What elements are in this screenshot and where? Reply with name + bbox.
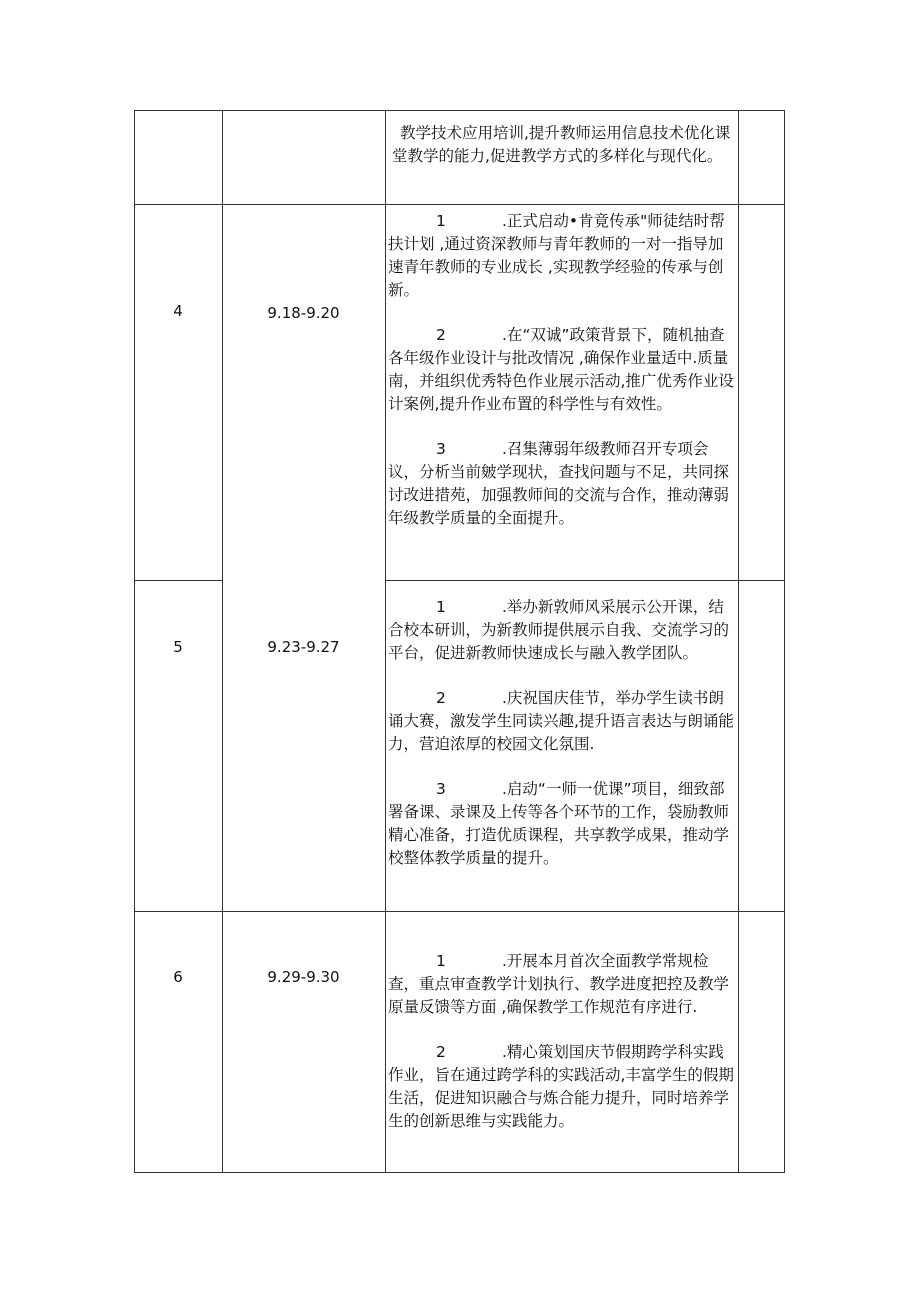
item-number: 1 [436, 952, 446, 970]
row-number: 5 [173, 638, 183, 656]
row-number: 6 [173, 968, 183, 986]
content-cell [388, 596, 736, 870]
column-divider [385, 110, 386, 1173]
row-number: 4 [173, 302, 183, 320]
row-divider [385, 580, 785, 581]
item-text: .精心策划国庆节假期跨学科实践作业，旨在通过跨学科的实践活动,丰富学生的假期生活，促进知识融合与炼合能力提升，同时培养学生的创新思维与实践能力。 [388, 1043, 734, 1130]
row-divider [134, 580, 222, 581]
list-item [388, 950, 736, 1019]
list-item [388, 438, 736, 530]
item-text: .举办新敦师风采展示公开课，结合校本研训，为新教师提供展示自我、交流学习的平台，促进新教师快速成长与融入教学团队。 [388, 598, 730, 662]
date-range: 9.29-9.30 [267, 968, 340, 986]
item-number: 3 [436, 780, 446, 798]
list-item [388, 596, 736, 665]
list-item [388, 778, 736, 870]
item-text: .开展本月首次全面教学常规检查，重点审查教学计划执行、教学进度把控及教学原量反馈等方面 ,确保教学工作规范有序进行. [388, 952, 730, 1016]
list-item [388, 210, 736, 302]
row-divider [134, 204, 785, 205]
content-cell [388, 210, 736, 530]
row-divider [134, 911, 785, 912]
list-item [388, 1041, 736, 1133]
item-number: 3 [436, 440, 446, 458]
content-cell [388, 950, 736, 1133]
table-border-top [134, 110, 785, 111]
table-border-right [784, 110, 785, 1173]
item-number: 2 [436, 1043, 446, 1061]
item-text: .正式启动•肯竟传承"师徒结时帮扶计划 ,通过资深教师与青年教师的一对一指导加速青年教师的专业成长 ,实现教学经验的传承与创新。 [388, 212, 725, 299]
item-number: 1 [436, 212, 446, 230]
item-text: .在“双诚”政策背景下，随机抽查各年级作业设计与批改情况 ,确保作业量适中.质量南，并组织优秀特色作业展示活动,推广优秀作业设计案例,提升作业布置的科学性与有效性。 [388, 326, 734, 413]
item-text: .庆祝国庆佳节，举办学生读书朗诵大赛，激发学生同读兴趣,提升语言表达与朗诵能力，营迫浓厚的校园文化氛围. [388, 689, 734, 753]
item-number: 2 [436, 326, 446, 344]
date-range: 9.18-9.20 [267, 304, 340, 322]
item-text: .召集薄弱年级教师召开专项会议，分析当前皴学现状，查找问题与不足，共同探讨改进措苑，加强教师间的交流与合作，推动薄弱年级教学质量的全面提升。 [388, 440, 730, 527]
content-cell [392, 122, 734, 168]
item-text: .启动“一师一优课”项目，细致部署备课、录课及上传等各个环节的工作，袋励教师精心准备，打造优质课程，共享教学成果，推动学校整体教学质量的提升。 [388, 780, 730, 867]
table-border-bottom [134, 1172, 785, 1173]
list-item [388, 324, 736, 416]
date-range: 9.23-9.27 [267, 638, 340, 656]
item-text: 教学技术应用培训,提升教师运用信息技术优化课堂教学的能力,促进教学方式的多样化与现代化。 [392, 124, 731, 165]
item-number: 1 [436, 598, 446, 616]
item-number: 2 [436, 689, 446, 707]
column-divider [738, 110, 739, 1173]
list-item [388, 687, 736, 756]
